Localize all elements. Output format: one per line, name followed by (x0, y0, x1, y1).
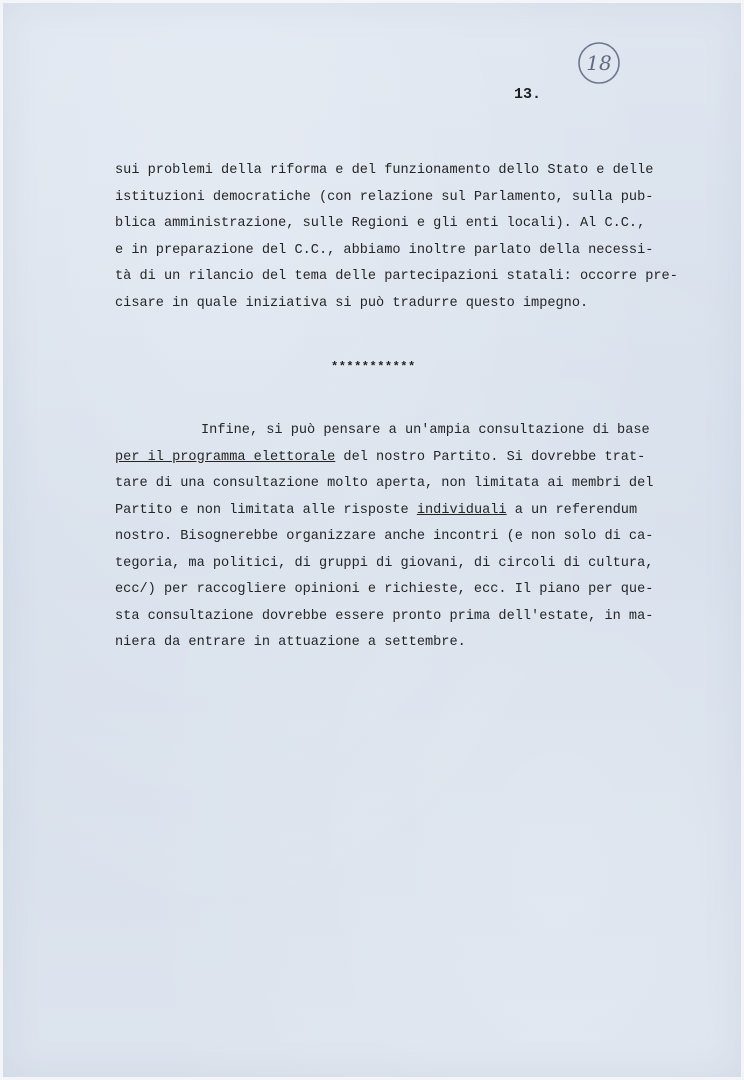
paragraph-2-line: niera da entrare in attuazione a settembre. (115, 635, 466, 650)
paragraph-2-line: tegoria, ma politici, di gruppi di giovani, di circoli di cultura, (115, 555, 654, 571)
paragraph-1-line: blica amministrazione, sulle Regioni e gli enti locali). Al C.C., (115, 216, 646, 231)
page-number: 13. (514, 86, 542, 103)
paragraph-1 (115, 158, 705, 317)
paragraph-1-line: cisare in quale iniziativa si può tradurre questo impegno. (115, 295, 589, 311)
paragraph-2-line-1-text: Infine, si può pensare a un'ampia consultazione di base (201, 423, 650, 438)
paragraph-2-line-4-after: a un referendum (506, 502, 638, 518)
paragraph-1-line: istituzioni democratiche (con relazione sul Parlamento, sulla pub- (115, 189, 654, 205)
paragraph-2-line: sta consultazione dovrebbe essere pronto prima dell'estate, in ma- (115, 608, 654, 624)
stamp-number: 18 (586, 51, 612, 75)
underlined-phrase: per il programma elettorale (115, 449, 336, 465)
paragraph-2-line: tare di una consultazione molto aperta, non limitata ai membri del (115, 476, 654, 491)
paragraph-2-line-4-before: Partito e non limitata alle risposte (115, 502, 417, 518)
paragraph-2 (115, 418, 705, 657)
paragraph-1-line: sui problemi della riforma e del funzionamento dello Stato e delle (115, 163, 654, 178)
paragraph-2-line (115, 445, 705, 472)
section-separator: *********** (331, 360, 416, 374)
paragraph-2-line (115, 498, 705, 525)
underlined-word: individuali (416, 502, 507, 518)
paragraph-2-line: nostro. Bisognerebbe organizzare anche incontri (e non solo di ca- (115, 529, 654, 544)
paragraph-1-line: e in preparazione del C.C., abbiamo inoltre parlato della necessi- (115, 242, 654, 258)
paragraph-2-line (115, 418, 705, 445)
paragraph-2-line: ecc/) per raccogliere opinioni e richieste, ecc. Il piano per que- (115, 582, 654, 597)
paragraph-2-line-2-text: del nostro Partito. Si dovrebbe trat- (335, 449, 646, 465)
paragraph-1-line: tà di un rilancio del tema delle partecipazioni statali: occorre pre- (115, 269, 678, 284)
page-stamp (576, 40, 622, 86)
